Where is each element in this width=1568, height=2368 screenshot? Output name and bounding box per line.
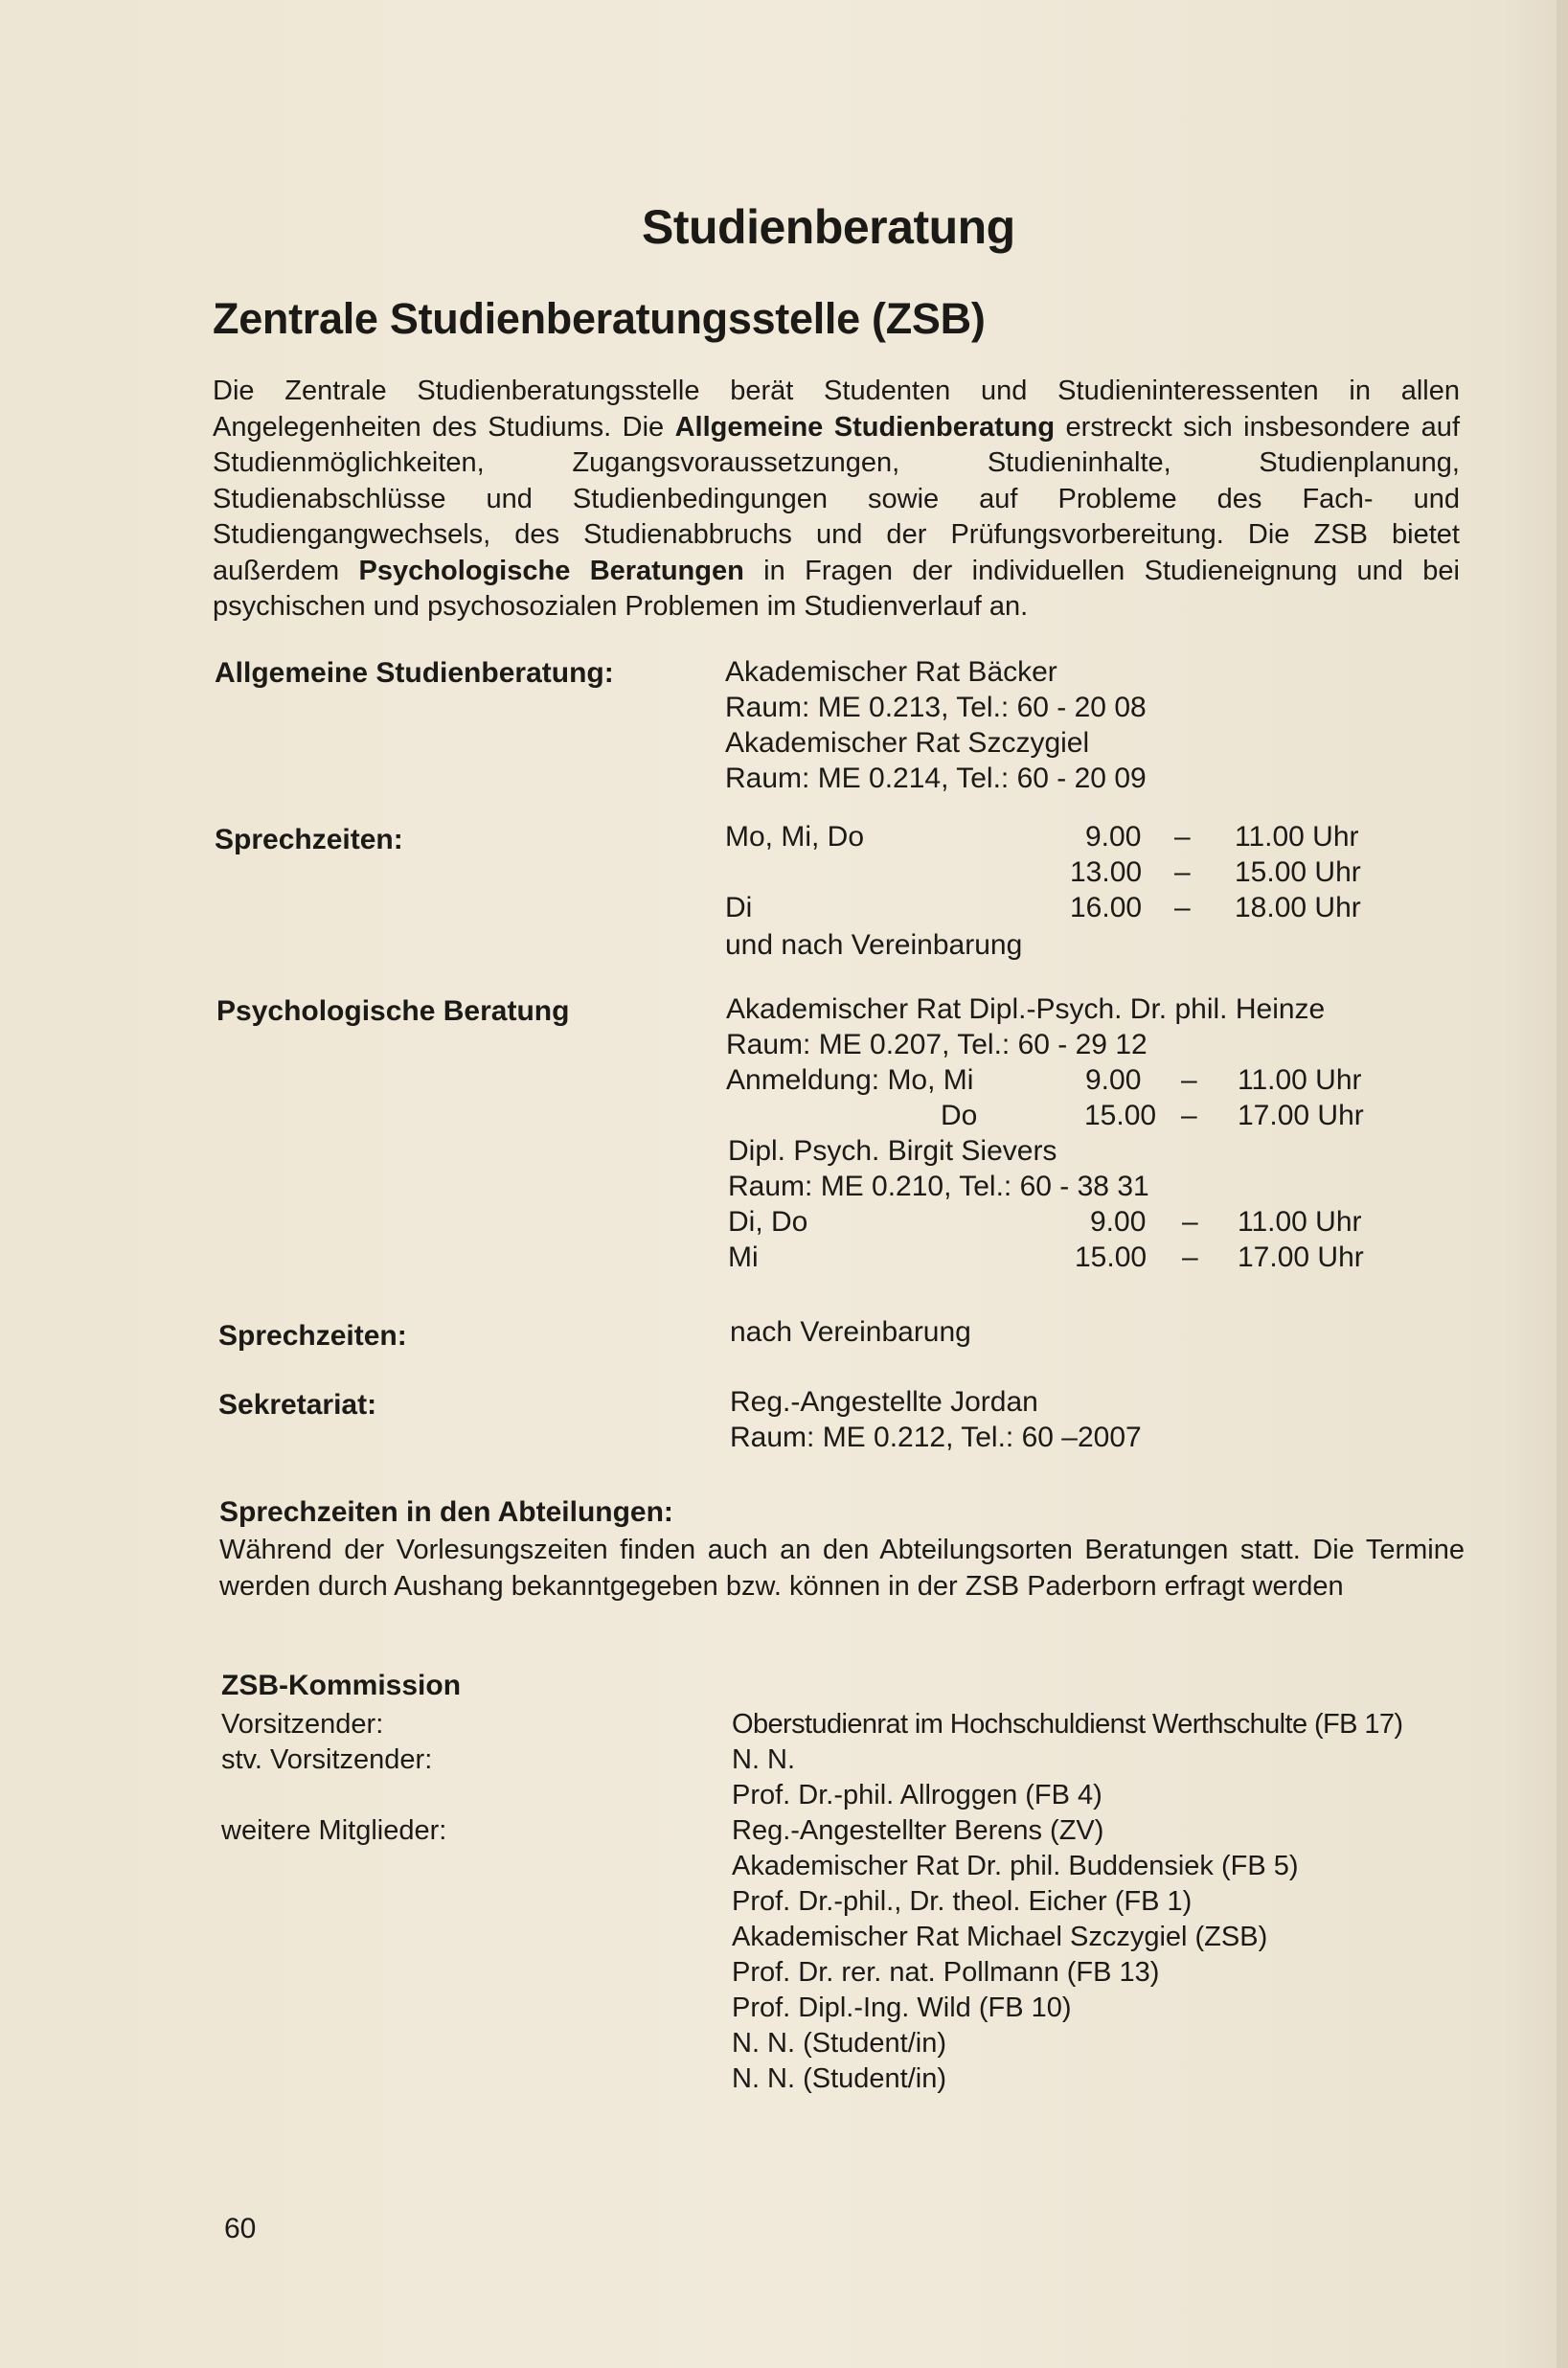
sprechzeiten-value: nach Vereinbarung	[730, 1316, 971, 1348]
sprechzeiten-label: Sprechzeiten:	[218, 1320, 407, 1352]
intro-paragraph	[213, 374, 1460, 626]
sprechzeit-to: 18.00 Uhr	[1235, 892, 1361, 923]
psych-day: Di, Do	[728, 1206, 808, 1238]
sekretariat-line: Raum: ME 0.212, Tel.: 60 –2007	[730, 1422, 1142, 1453]
psych-time-from: 15.00	[1075, 1241, 1148, 1273]
psych-time-dash: –	[1182, 1241, 1198, 1273]
psych-label: Psychologische Beratung	[216, 995, 570, 1027]
weitere-mitglieder-label: weitere Mitglieder:	[221, 1815, 447, 1846]
kommission-member: Prof. Dr. rer. nat. Pollmann (FB 13)	[732, 1957, 1160, 1988]
sprechzeit-to: 11.00 Uhr	[1235, 821, 1359, 853]
psych-time-to: 11.00 Uhr	[1238, 1064, 1362, 1096]
sekretariat-label: Sekretariat:	[218, 1389, 377, 1421]
psych-room: Raum: ME 0.207, Tel.: 60 - 29 12	[726, 1029, 1148, 1060]
intro-bold-allgemeine: Allgemeine Studienberatung	[674, 411, 1056, 443]
sprechzeit-dash: –	[1174, 821, 1191, 853]
abteilungen-text: Während der Vorlesungszeiten finden auch an den Abteilungsorten Beratungen statt. Die Termine werden durch Aushang bekanntgegeben bzw. können in der ZSB Paderborn erfragt werden	[219, 1535, 1465, 1602]
kommission-member: Oberstudienrat im Hochschuldienst Werthschulte (FB 17)	[732, 1709, 1403, 1740]
sprechzeit-extra: und nach Vereinbarung	[725, 929, 1023, 961]
stv-vorsitzender-label: stv. Vorsitzender:	[221, 1744, 433, 1775]
intro-text-2: erstreckt sich insbesondere auf Studienmöglichkeiten, Zugangsvoraussetzungen, Studieninhalte, Studienplanung, Studienabschlüsse und Studienbedingungen sowie auf Probleme des Fach- und Studiengangwechsels, des Studienabbruchs und der Prüfungsvorbereitung. Die ZSB bietet außerdem	[213, 411, 1460, 586]
vorsitzender-label: Vorsitzender:	[221, 1709, 384, 1740]
abteilungen-heading: Sprechzeiten in den Abteilungen:	[219, 1496, 673, 1528]
kommission-member: Akademischer Rat Dr. phil. Buddensiek (FB 5)	[732, 1851, 1299, 1881]
kommission-member: Prof. Dipl.-Ing. Wild (FB 10)	[732, 1992, 1072, 2023]
kommission-member: Prof. Dr.-phil. Allroggen (FB 4)	[732, 1780, 1102, 1810]
sprechzeit-day: Mo, Mi, Do	[725, 821, 865, 853]
psych-do-label: Do	[941, 1100, 978, 1131]
sprechzeiten-label: Sprechzeiten:	[215, 824, 403, 855]
sprechzeit-from: 16.00	[1070, 892, 1143, 923]
sprechzeit-dash: –	[1174, 892, 1191, 923]
kommission-member: N. N.	[732, 1744, 796, 1775]
sprechzeit-dash: –	[1174, 856, 1191, 888]
allgemein-line: Raum: ME 0.213, Tel.: 60 - 20 08	[725, 692, 1147, 723]
intro-text-3: in Fragen der individuellen Studieneignung und bei psychischen und psychosozialen Problemen im Studienverlauf an.	[213, 555, 1460, 622]
psych-time-from: 9.00	[1085, 1064, 1142, 1096]
sprechzeit-to: 15.00 Uhr	[1235, 856, 1361, 888]
psych-room: Raum: ME 0.210, Tel.: 60 - 38 31	[728, 1171, 1149, 1202]
psych-day: Mi	[728, 1241, 759, 1273]
sprechzeit-day: Di	[725, 892, 753, 923]
psych-time-to: 17.00 Uhr	[1238, 1241, 1364, 1273]
kommission-member: Akademischer Rat Michael Szczygiel (ZSB)	[732, 1922, 1268, 1952]
psych-time-dash: –	[1181, 1064, 1197, 1096]
allgemein-line: Raum: ME 0.214, Tel.: 60 - 20 09	[725, 763, 1147, 794]
intro-bold-psychologische: Psychologische Beratungen	[358, 555, 744, 586]
psych-time-from: 9.00	[1090, 1206, 1147, 1238]
psych-time-dash: –	[1181, 1100, 1197, 1131]
allgemein-line: Akademischer Rat Bäcker	[725, 656, 1057, 688]
kommission-member: N. N. (Student/in)	[732, 2063, 947, 2094]
psych-time-from: 15.00	[1084, 1100, 1157, 1131]
kommission-member: Prof. Dr.-phil., Dr. theol. Eicher (FB 1)	[732, 1886, 1193, 1917]
allgemein-line: Akademischer Rat Szczygiel	[725, 727, 1090, 759]
psych-person: Dipl. Psych. Birgit Sievers	[728, 1135, 1057, 1167]
psych-time-to: 17.00 Uhr	[1238, 1100, 1364, 1131]
sprechzeit-from: 9.00	[1085, 821, 1142, 853]
psych-time-to: 11.00 Uhr	[1238, 1206, 1362, 1238]
psych-anmeldung-label: Anmeldung: Mo, Mi	[726, 1064, 974, 1096]
kommission-heading: ZSB-Kommission	[221, 1670, 462, 1701]
kommission-member: Reg.-Angestellter Berens (ZV)	[732, 1815, 1104, 1846]
psych-person: Akademischer Rat Dipl.-Psych. Dr. phil. Heinze	[726, 993, 1326, 1025]
sekretariat-line: Reg.-Angestellte Jordan	[730, 1386, 1038, 1418]
kommission-member: N. N. (Student/in)	[732, 2028, 947, 2059]
intro-text-1: Die Zentrale Studienberatungsstelle berät Studenten und Studieninteressenten in allen Angelegenheiten des Studiums. Die	[213, 376, 1460, 443]
page-number: 60	[224, 2213, 257, 2244]
allgemein-label: Allgemeine Studienberatung:	[215, 657, 614, 689]
page-title: Studienberatung	[642, 200, 1015, 254]
sprechzeit-from: 13.00	[1070, 856, 1143, 888]
section-title: Zentrale Studienberatungsstelle (ZSB)	[213, 294, 986, 343]
page-edge-shadow	[1557, 0, 1568, 2368]
psych-time-dash: –	[1182, 1206, 1198, 1238]
